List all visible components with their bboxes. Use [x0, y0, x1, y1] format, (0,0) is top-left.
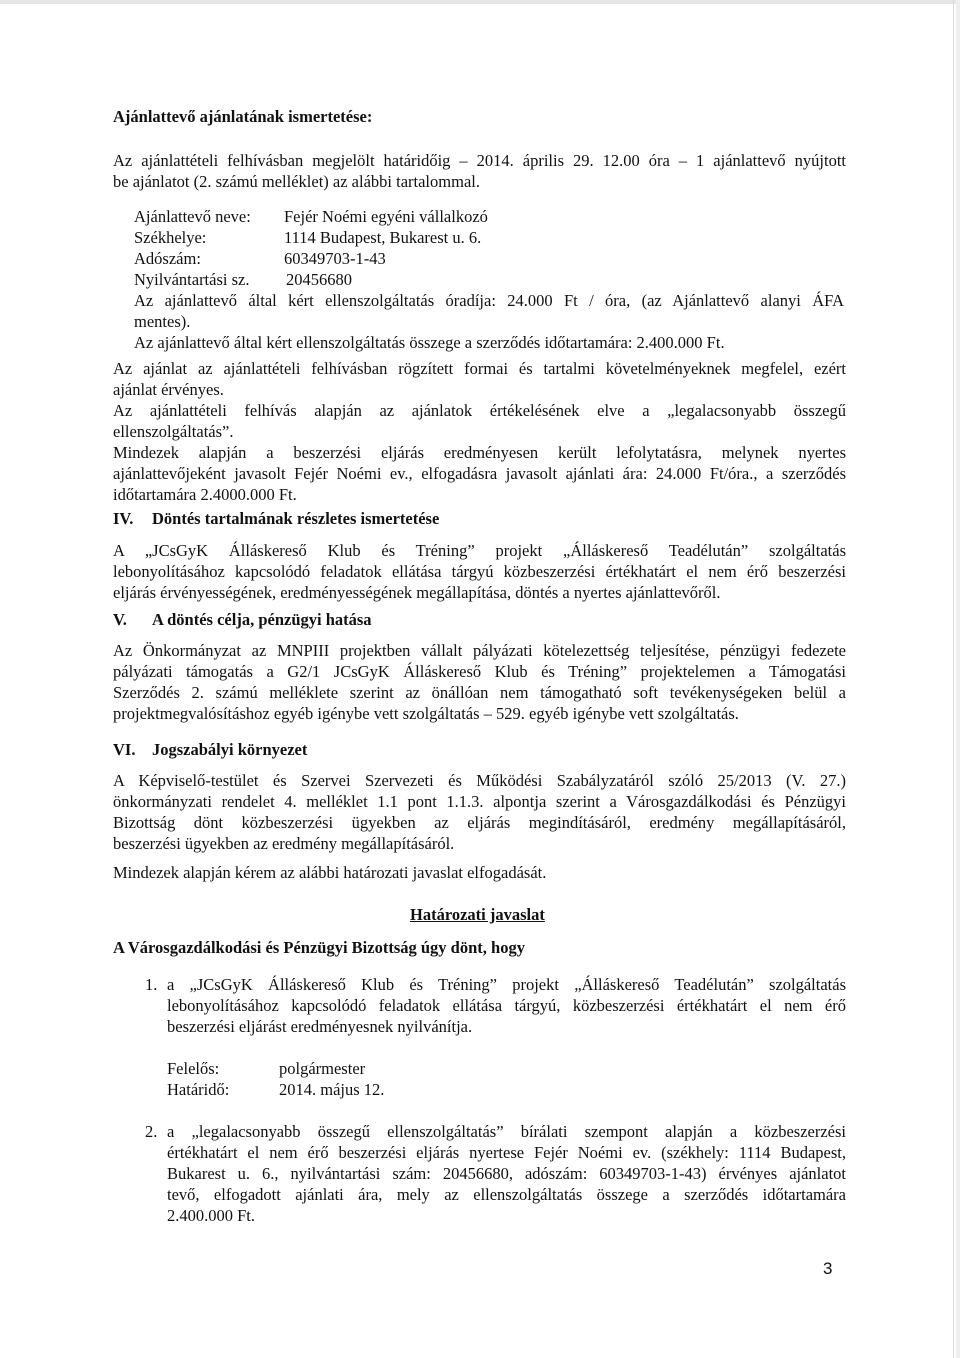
item-2-number: 2.: [145, 1122, 158, 1141]
offer-intro-line: Az ajánlattételi felhívásban megjelölt határidőig – 2014. április 29. 12.00 óra – 1 ajánlattevő nyújtott: [113, 151, 846, 170]
request-line: Mindezek alapján kérem az alábbi határozati javaslat elfogadását.: [113, 863, 547, 882]
section-6-body: [113, 770, 846, 854]
procedure-result-line: ajánlattevőjeként javasolt Fejér Noémi ev., elfogadásra javasolt ajánlati ára: 24.000 Ft/óra., a szerződés: [113, 464, 846, 483]
section-4-line: lebonyolításához kapcsolódó feladatok ellátása tárgyú közbeszerzési értékhatárt el nem érő beszerzési: [113, 562, 846, 581]
bidder-name-value: Fejér Noémi egyéni vállalkozó: [284, 207, 488, 226]
procedure-result-line: időtartamára 2.4000.000 Ft.: [113, 485, 297, 504]
section-4-number: IV.: [113, 509, 134, 528]
section-5-line: Az Önkormányzat az MNPIII projektben vállalt pályázati kötelezettség teljesítése, pénzügyi fedezete: [113, 641, 846, 660]
scan-edge-right-shadow: [956, 0, 960, 1358]
item-1-line: beszerzési eljárást eredményesnek nyilvánítja.: [167, 1017, 473, 1036]
section-5-line: pályázati támogatás a G2/1 JCsGyK Álláskereső Klub és Tréning” projektelemen a Támogatási: [113, 662, 846, 681]
section-4-title: Döntés tartalmának részletes ismertetése: [152, 509, 440, 528]
total-amount: Az ajánlattevő által kért ellenszolgáltatás összege a szerződés időtartamára: 2.400.000 Ft.: [134, 333, 725, 352]
section-5-line: projektmegvalósításhoz egyéb igénybe vett szolgáltatás – 529. egyéb igénybe vett szolgáltatás.: [113, 704, 739, 723]
page-number: 3: [823, 1259, 833, 1278]
section-5-title: A döntés célja, pénzügyi hatása: [152, 610, 372, 629]
bidder-seat-label: Székhelye:: [134, 228, 207, 247]
section-4-body: [113, 540, 846, 603]
offer-validity-line: ajánlat érvényes.: [113, 380, 224, 399]
responsible-value: polgármester: [279, 1059, 366, 1078]
section-6-line: A Képviselő-testület és Szervei Szervezeti és Működési Szabályzatáról szóló 25/2013 (V. 27.): [113, 771, 846, 790]
hourly-rate: [134, 290, 844, 332]
scan-edge-right: [953, 0, 954, 1358]
item-1-number: 1.: [145, 975, 158, 994]
section-6-title: Jogszabályi környezet: [152, 740, 308, 759]
item-2-line: a „legalacsonyabb összegű ellenszolgáltatás” bírálati szempont alapján a közbeszerzési: [167, 1122, 846, 1141]
section-4-line: eljárás érvényességének, eredményességének megállapítása, döntés a nyertes ajánlattevőről.: [113, 583, 721, 602]
offer-intro: [113, 150, 846, 192]
item-2-line: értékhatárt el nem érő beszerzési eljárás nyertese Fejér Noémi ev. (székhely: 1114 Budapest,: [167, 1143, 846, 1162]
item-2-line: 2.400.000 Ft.: [167, 1206, 256, 1225]
item-1-body: [167, 974, 846, 1037]
item-1-line: lebonyolításához kapcsolódó feladatok ellátása tárgyú, közbeszerzési értékhatárt el nem érő: [167, 996, 846, 1015]
evaluation-criteria-line: Az ajánlattételi felhívás alapján az ajánlatok értékelésének elve a „legalacsonyabb összegű: [113, 401, 846, 420]
section-6-number: VI.: [113, 740, 136, 759]
section-5-line: Szerződés 2. számú melléklete szerint az önállóan nem támogatható soft tevékenységeken belül a: [113, 683, 846, 702]
item-1-line: a „JCsGyK Álláskereső Klub és Tréning” projekt „Álláskereső Teadélután” szolgáltatás: [167, 975, 846, 994]
item-2-line: tevő, elfogadott ajánlati ára, mely az ellenszolgáltatás összege a szerződés időtartamára: [167, 1185, 846, 1204]
procedure-result-line: Mindezek alapján a beszerzési eljárás eredményesen került lefolytatásra, melynek nyertes: [113, 443, 846, 462]
resolution-title: Határozati javaslat: [410, 905, 545, 924]
committee-line: A Városgazdálkodási és Pénzügyi Bizottság úgy dönt, hogy: [113, 938, 525, 957]
hourly-rate-line: mentes).: [134, 312, 191, 331]
section-5-number: V.: [113, 610, 127, 629]
bidder-name-label: Ajánlattevő neve:: [134, 207, 251, 226]
bidder-reg-value: 20456680: [286, 270, 352, 289]
bidder-reg-label: Nyilvántartási sz.: [134, 270, 250, 289]
bidder-seat-value: 1114 Budapest, Bukarest u. 6.: [284, 228, 482, 247]
offer-validity-line: Az ajánlat az ajánlattételi felhívásban rögzített formai és tartalmi követelményeknek megfelel, ezért: [113, 359, 846, 378]
item-1-assignment: [167, 1058, 467, 1100]
item-2-line: Bukarest u. 6., nyilvántartási szám: 20456680, adószám: 60349703-1-43) érvényes ajánlatot: [167, 1164, 846, 1183]
offer-intro-line: be ajánlatot (2. számú melléklet) az alábbi tartalommal.: [113, 172, 480, 191]
evaluation-criteria: [113, 400, 846, 442]
offer-heading: Ajánlattevő ajánlatának ismertetése:: [113, 107, 373, 126]
responsible-label: Felelős:: [167, 1059, 220, 1078]
evaluation-criteria-line: ellenszolgáltatás”.: [113, 422, 234, 441]
section-6-line: Bizottság dönt közbeszerzési ügyekben az eljárás megindításáról, eredmény megállapításáról,: [113, 813, 846, 832]
deadline-label: Határidő:: [167, 1080, 230, 1099]
scan-edge-top: [0, 0, 960, 4]
hourly-rate-line: Az ajánlattevő által kért ellenszolgáltatás óradíja: 24.000 Ft / óra, (az Ajánlattevő alanyi ÁFA: [134, 291, 844, 310]
bidder-details: [134, 206, 634, 290]
section-4-line: A „JCsGyK Álláskereső Klub és Tréning” projekt „Álláskereső Teadélután” szolgáltatás: [113, 541, 846, 560]
section-6-line: beszerzési ügyekben az eredmény megállapításáról.: [113, 834, 455, 853]
procedure-result: [113, 442, 846, 505]
bidder-tax-value: 60349703-1-43: [284, 249, 386, 268]
item-2-body: [167, 1121, 846, 1226]
section-5-body: [113, 640, 846, 724]
section-6-line: önkormányzati rendelet 4. melléklet 1.1 pont 1.1.3. alpontja szerint a Városgazdálkodási és Pénzügyi: [113, 792, 846, 811]
bidder-tax-label: Adószám:: [134, 249, 201, 268]
deadline-value: 2014. május 12.: [279, 1080, 385, 1099]
offer-validity: [113, 358, 846, 400]
